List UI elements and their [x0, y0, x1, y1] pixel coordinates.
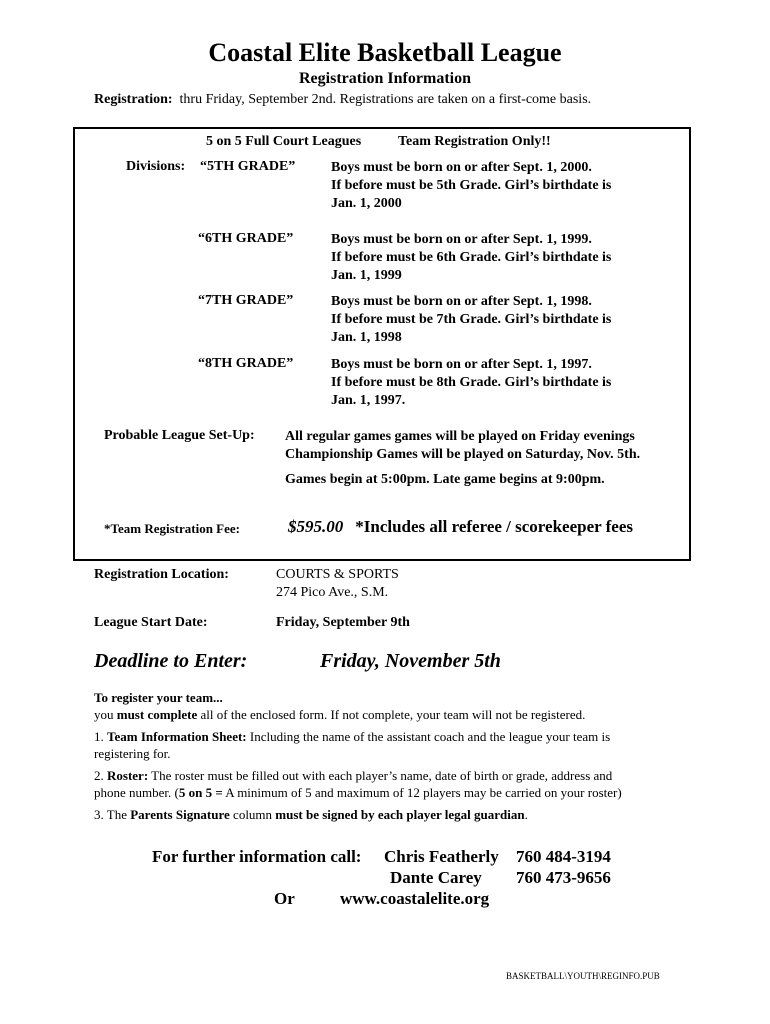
requirement-line: If before must be 6th Grade. Girl’s birthdate is [331, 250, 612, 265]
setup-line: Championship Games will be played on Saturday, Nov. 5th. [285, 447, 641, 462]
text-run: 3. The [94, 807, 131, 822]
requirement-line: Boys must be born on or after Sept. 1, 1998. [331, 294, 592, 309]
text-run: A minimum of 5 and maximum of 12 players may be carried on your roster) [222, 785, 622, 800]
text-run: The roster must be filled out with each player’s name, date of birth or grade, address and [148, 768, 613, 783]
requirement-line: Jan. 1, 1999 [331, 268, 402, 283]
text-run: you [94, 707, 117, 722]
requirement-line: Jan. 1, 2000 [331, 196, 402, 211]
division-requirements [331, 356, 611, 410]
start-date-label: League Start Date: [94, 615, 208, 630]
setup-line: All regular games games will be played on Friday evenings [285, 429, 635, 444]
division-grade: “6TH GRADE” [198, 231, 294, 246]
text-run: column [229, 807, 276, 822]
text-run: phone number. ( [94, 785, 179, 800]
requirement-line: Boys must be born on or after Sept. 1, 2000. [331, 160, 592, 175]
deadline-value: Friday, November 5th [320, 650, 501, 672]
registration-text: thru Friday, September 2nd. Registrations are taken on a first-come basis. [179, 92, 592, 107]
contact-phone: 760 484-3194 [516, 847, 611, 866]
league-type: 5 on 5 Full Court Leagues [206, 134, 362, 149]
requirement-line: Boys must be born on or after Sept. 1, 1999. [331, 232, 592, 247]
contact-name: Chris Featherly [384, 847, 499, 866]
team-registration-only: Team Registration Only!! [398, 134, 551, 149]
division-grade: “8TH GRADE” [198, 356, 294, 371]
text-run: Roster: [107, 768, 149, 783]
instruction-item-2 [94, 767, 622, 801]
requirement-line: If before must be 8th Grade. Girl’s birthdate is [331, 375, 612, 390]
fee-value [288, 517, 633, 537]
contact-or: Or [274, 889, 295, 908]
location-address: 274 Pico Ave., S.M. [276, 585, 389, 600]
text-run: registering for. [94, 746, 171, 761]
fee-note: *Includes all referee / scorekeeper fees [355, 517, 633, 536]
location-value [276, 566, 399, 602]
setup-label: Probable League Set-Up: [104, 428, 255, 443]
requirement-line: Jan. 1, 1998 [331, 330, 402, 345]
text-run: . [524, 807, 528, 822]
division-requirements [331, 231, 611, 285]
divisions-label: Divisions: [126, 159, 186, 174]
instructions-intro [94, 706, 585, 723]
location-label: Registration Location: [94, 567, 229, 582]
instruction-item-1 [94, 728, 610, 762]
location-name: COURTS & SPORTS [276, 567, 399, 582]
deadline-label: Deadline to Enter: [94, 650, 248, 672]
fee-label: *Team Registration Fee: [104, 521, 240, 536]
page-subtitle: Registration Information [299, 70, 471, 87]
text-run: Including the name of the assistant coach and the league your team is [246, 729, 611, 744]
games-time: Games begin at 5:00pm. Late game begins at 9:00pm. [285, 472, 605, 487]
fee-amount: $595.00 [288, 517, 344, 536]
file-path: BASKETBALL\YOUTH\REGINFO.PUB [506, 971, 660, 981]
text-run: must be signed by each player legal guardian [275, 807, 525, 822]
setup-description [285, 428, 640, 464]
requirement-line: If before must be 7th Grade. Girl’s birthdate is [331, 312, 612, 327]
division-grade: “7TH GRADE” [198, 293, 294, 308]
division-requirements [331, 159, 611, 213]
instructions-heading: To register your team... [94, 690, 223, 705]
contact-phone: 760 473-9656 [516, 868, 611, 887]
registration-label: Registration: [94, 92, 173, 107]
start-date-value: Friday, September 9th [276, 615, 410, 630]
text-run: 2. [94, 768, 107, 783]
contact-name: Dante Carey [390, 868, 482, 887]
text-run: must complete [116, 707, 198, 722]
division-grade: “5TH GRADE” [200, 159, 296, 174]
text-run: 1. [94, 729, 107, 744]
instruction-item-3 [94, 806, 528, 823]
text-run: Parents Signature [130, 807, 230, 822]
page-title: Coastal Elite Basketball League [208, 38, 562, 67]
division-requirements [331, 293, 611, 347]
requirement-line: Jan. 1, 1997. [331, 393, 406, 408]
text-run: all of the enclosed form. If not complete, your team will not be registered. [197, 707, 586, 722]
requirement-line: Boys must be born on or after Sept. 1, 1997. [331, 357, 592, 372]
requirement-line: If before must be 5th Grade. Girl’s birthdate is [331, 178, 612, 193]
text-run: Team Information Sheet: [107, 729, 247, 744]
contact-label: For further information call: [152, 847, 362, 866]
registration-period [94, 92, 591, 108]
contact-website: www.coastalelite.org [340, 889, 490, 908]
text-run: 5 on 5 = [178, 785, 223, 800]
